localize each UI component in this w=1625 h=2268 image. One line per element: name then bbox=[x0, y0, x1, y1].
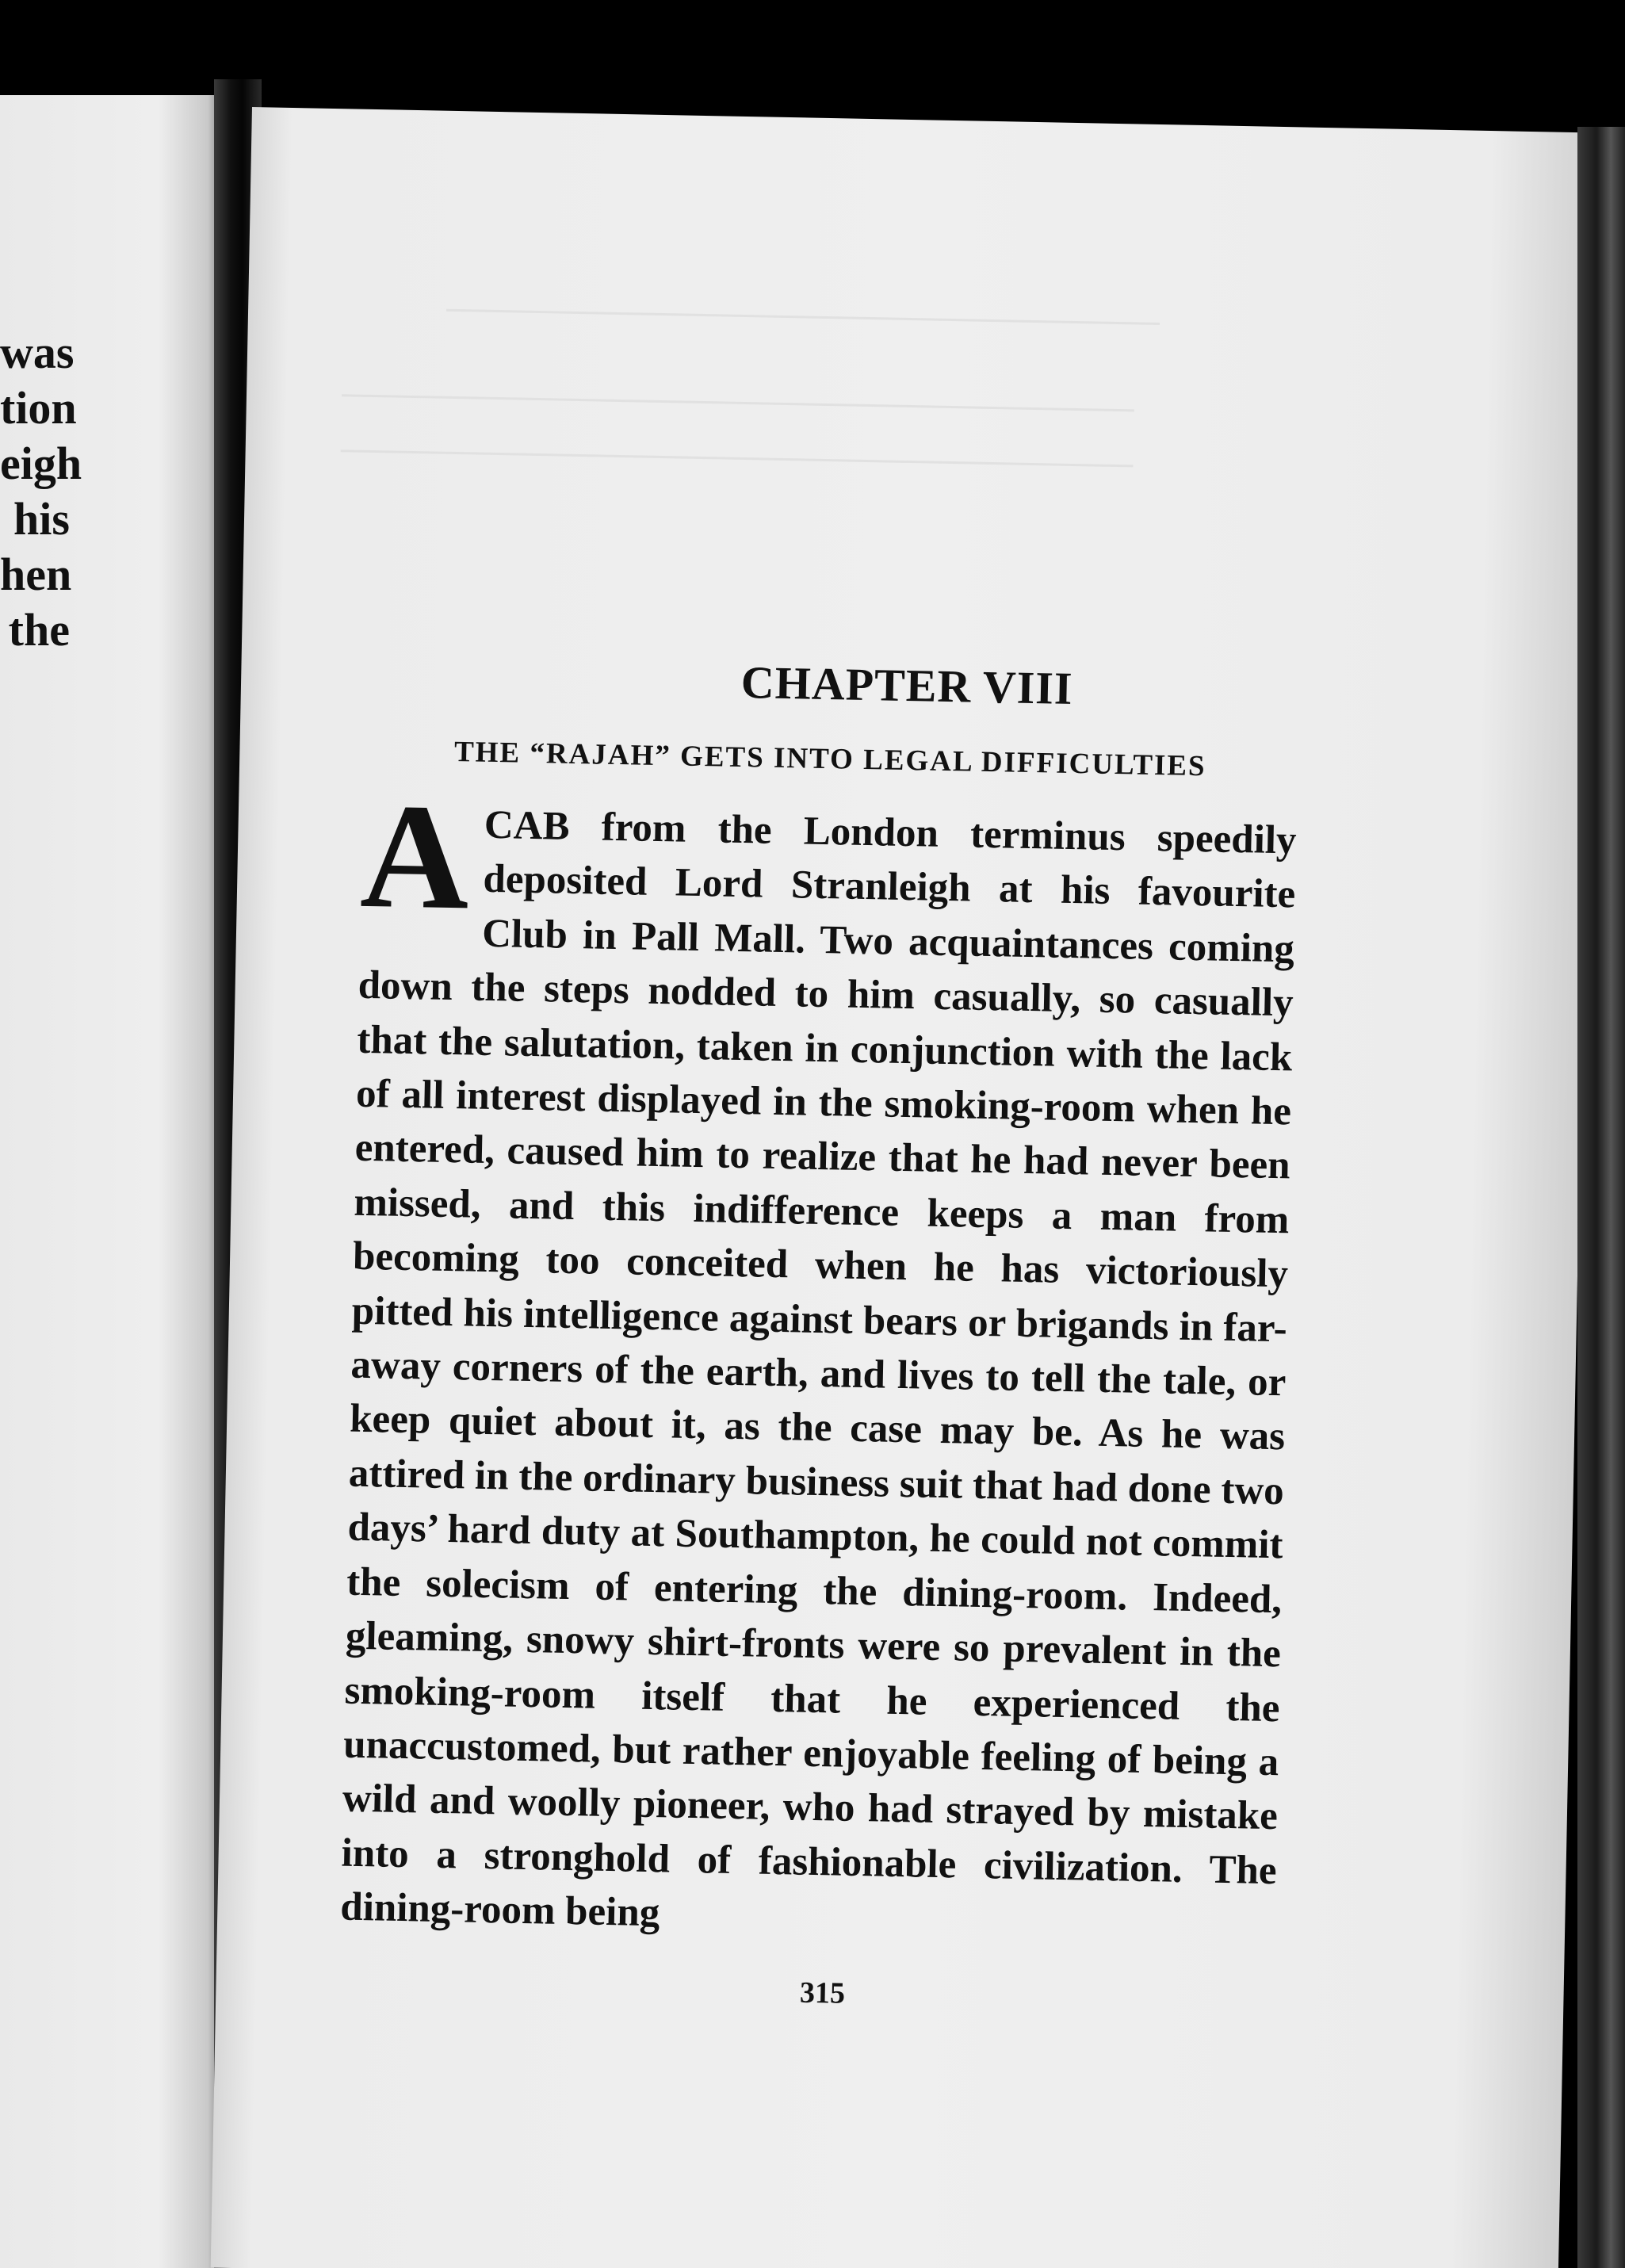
body-paragraph bbox=[339, 772, 1298, 1952]
left-line: tion bbox=[0, 382, 77, 434]
bleed-through-line bbox=[342, 394, 1134, 411]
main-page bbox=[211, 107, 1600, 2268]
chapter-heading: CHAPTER VIII bbox=[740, 656, 1074, 715]
bleed-through-line bbox=[341, 449, 1134, 467]
page-edge bbox=[1577, 127, 1625, 2268]
bleed-through-line bbox=[446, 309, 1160, 325]
left-line: eigh bbox=[0, 438, 82, 489]
left-line: hen bbox=[0, 549, 72, 600]
text-block bbox=[338, 648, 1300, 2019]
left-line: his bbox=[13, 493, 70, 545]
drop-cap: A bbox=[358, 772, 472, 942]
left-line: was bbox=[0, 327, 75, 378]
left-line: the bbox=[8, 604, 70, 656]
left-page-text bbox=[0, 325, 82, 658]
page-number: 315 bbox=[799, 1975, 846, 2010]
left-page-fragment bbox=[0, 95, 226, 2268]
chapter-subtitle: THE “RAJAH” GETS INTO LEGAL DIFFICULTIES bbox=[453, 736, 1207, 783]
body-text: CAB from the London terminus speedily deposited Lord Stranleigh at his favourite Club in Pall Mall. Two acquaintances coming down the steps nodded to him casually, so casually that the salutation, taken in conjunction with the lack of all interest displayed in the smoking-room when he entered, caused him to realize that he had never been missed, and this indifference keeps a man from becoming too conceited when he has victoriously pitted his intelligence against bears or brigands in far-away corners of the earth, and lives to tell the tale, or keep quiet about it, as the case may be. As he was attired in the ordinary business suit that had done two days’ hard duty at Southampton, he could not commit the solecism of entering the dining-room. Indeed, gleaming, snowy shirt-fronts were so prevalent in the smoking-room itself that he experienced the unaccustomed, but rather enjoyable feeling of being a wild and woolly pioneer, who had strayed by mistake into a stronghold of fashionable civilization. The dining-room being bbox=[339, 802, 1298, 1936]
